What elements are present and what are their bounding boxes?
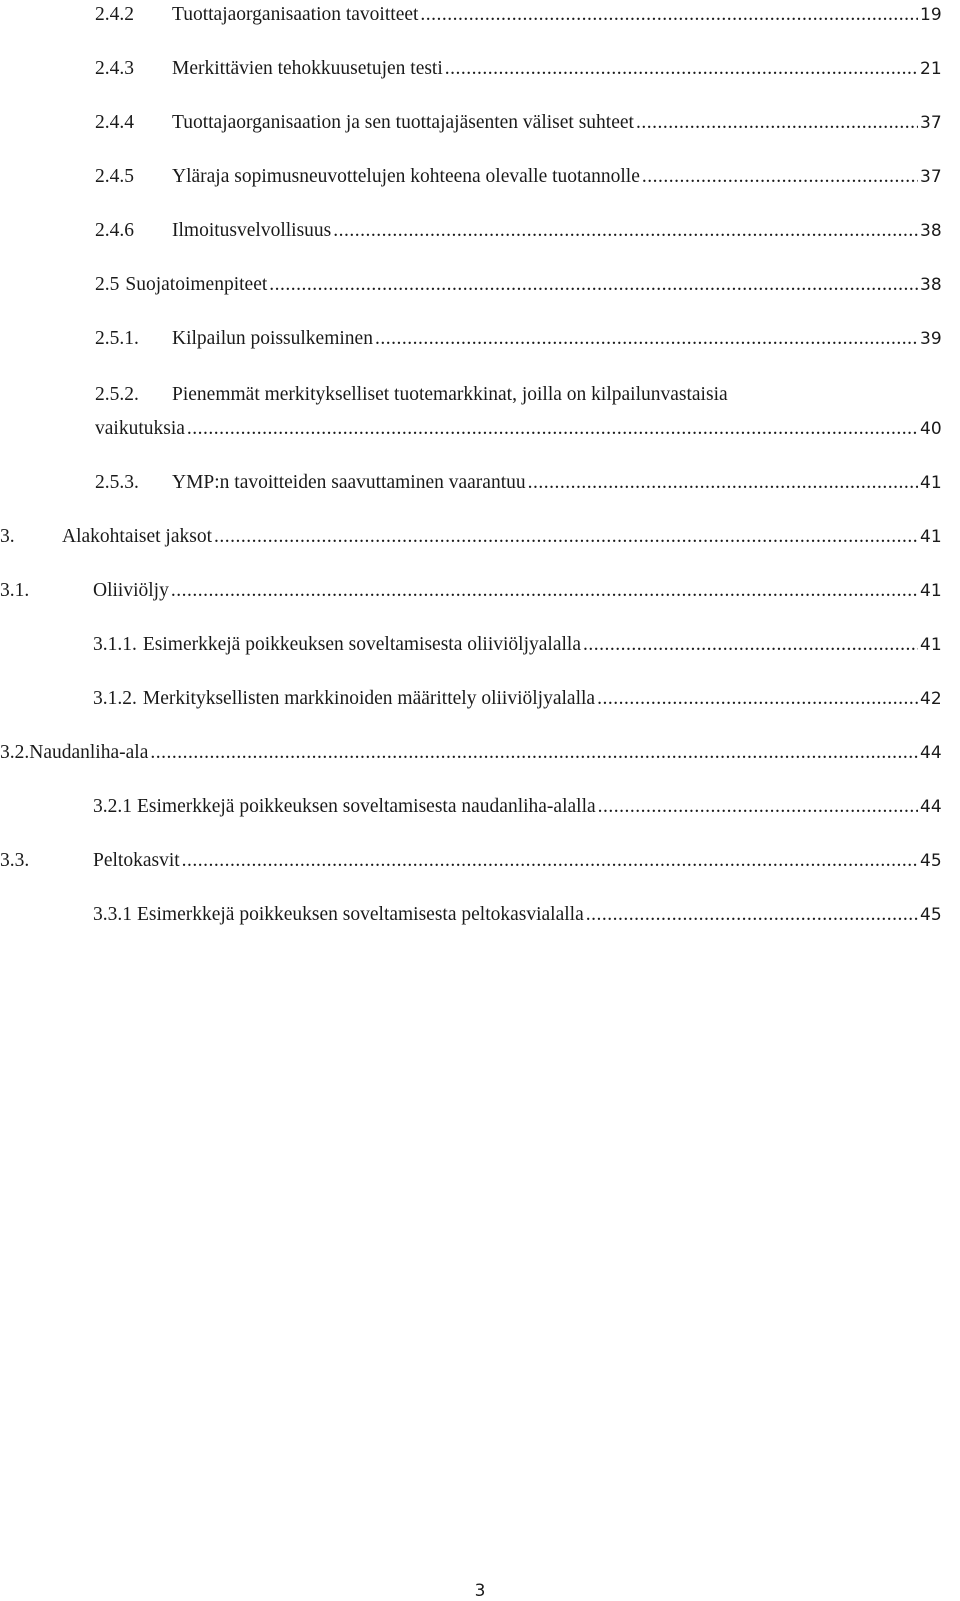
toc-entry-title: Pienemmät merkitykselliset tuotemarkkinat, joilla on kilpailunvastaisia bbox=[172, 384, 728, 405]
toc-entry-page: 37 bbox=[920, 113, 942, 133]
toc-entry-number: 2.4.3 bbox=[95, 58, 134, 79]
toc-entry-page: 19 bbox=[920, 5, 942, 25]
toc-entry[interactable] bbox=[0, 522, 960, 552]
toc-entry-page: 44 bbox=[920, 743, 942, 763]
toc-entry-title: Oliiviöljy bbox=[93, 580, 169, 601]
toc-entry-title: Alakohtaiset jaksot bbox=[62, 526, 213, 547]
toc-leader-dots bbox=[171, 579, 918, 603]
toc-entry-title: Tuottajaorganisaation ja sen tuottajajäsenten väliset suhteet bbox=[172, 112, 634, 133]
toc-leader-dots bbox=[642, 165, 918, 189]
toc-entry-page: 39 bbox=[920, 329, 942, 349]
toc-entry-number: 2.5 bbox=[95, 274, 120, 295]
toc-entry-title: Kilpailun poissulkeminen bbox=[172, 328, 373, 349]
toc-entry-number: 2.4.5 bbox=[95, 166, 134, 187]
toc-entry-page: 38 bbox=[920, 275, 942, 295]
toc-entry-page: 41 bbox=[920, 527, 942, 547]
toc-entry-title-continued: vaikutuksia bbox=[95, 418, 185, 439]
toc-leader-dots bbox=[528, 471, 918, 495]
toc-entry[interactable] bbox=[0, 468, 960, 498]
toc-entry-first-line bbox=[95, 383, 728, 407]
toc-entry-page: 41 bbox=[920, 635, 942, 655]
toc-entry-number: 3.1.2. bbox=[93, 688, 137, 709]
toc-entry-title: Tuottajaorganisaation tavoitteet bbox=[172, 4, 419, 25]
toc-entry-title: Merkittävien tehokkuusetujen testi bbox=[172, 58, 443, 79]
toc-entry-page: 41 bbox=[920, 581, 942, 601]
toc-entry[interactable] bbox=[0, 216, 960, 246]
toc-entry-page: 41 bbox=[920, 473, 942, 493]
toc-entry[interactable] bbox=[0, 738, 960, 768]
toc-entry-page: 40 bbox=[920, 419, 942, 439]
toc-entry-number: 3.1. bbox=[0, 580, 30, 601]
toc-leader-dots bbox=[420, 3, 918, 27]
toc-leader-dots bbox=[375, 327, 918, 351]
toc-entry-title: Suojatoimenpiteet bbox=[125, 274, 268, 295]
toc-entry-page: 21 bbox=[920, 59, 942, 79]
toc-leader-dots bbox=[445, 57, 918, 81]
toc-entry-title: Esimerkkejä poikkeuksen soveltamisesta oliiviöljyalalla bbox=[142, 634, 581, 655]
toc-leader-dots bbox=[214, 525, 918, 549]
toc-entry-number: 3.3. bbox=[0, 850, 30, 871]
toc-leader-dots bbox=[598, 795, 918, 819]
toc-entry-number: 2.4.4 bbox=[95, 112, 134, 133]
toc-leader-dots bbox=[182, 849, 918, 873]
toc-entry-title: Merkityksellisten markkinoiden määrittely oliiviöljyalalla bbox=[142, 688, 596, 709]
toc-leader-dots bbox=[269, 273, 918, 297]
toc-entry-title: Yläraja sopimusneuvottelujen kohteena olevalle tuotannolle bbox=[172, 166, 640, 187]
toc-entry-number: 2.5.3. bbox=[95, 472, 139, 493]
toc-entry-number: 2.4.6 bbox=[95, 220, 134, 241]
toc-entry-title: Ilmoitusvelvollisuus bbox=[172, 220, 332, 241]
toc-leader-dots bbox=[597, 687, 918, 711]
toc-entry[interactable] bbox=[0, 792, 960, 822]
toc-leader-dots bbox=[636, 111, 918, 135]
toc-entry-title: YMP:n tavoitteiden saavuttaminen vaarantuu bbox=[172, 472, 526, 493]
toc-entry-title: Peltokasvit bbox=[93, 850, 180, 871]
toc-leader-dots bbox=[150, 741, 918, 765]
toc-entry[interactable] bbox=[0, 576, 960, 606]
toc-entry[interactable] bbox=[0, 846, 960, 876]
toc-entry[interactable] bbox=[0, 162, 960, 192]
page-number: 3 bbox=[474, 1581, 486, 1601]
toc-entry-page: 42 bbox=[920, 689, 942, 709]
toc-entry-page: 38 bbox=[920, 221, 942, 241]
toc-entry[interactable] bbox=[0, 630, 960, 660]
toc-entry-page: 45 bbox=[920, 851, 942, 871]
toc-entry[interactable] bbox=[0, 324, 960, 354]
toc-entry-number: 3.1.1. bbox=[93, 634, 137, 655]
toc-leader-dots bbox=[586, 903, 918, 927]
toc-leader-dots bbox=[583, 633, 918, 657]
toc-entry[interactable] bbox=[0, 108, 960, 138]
toc-entry-number: 2.4.2 bbox=[95, 4, 134, 25]
toc-entry-number: 3.3.1 bbox=[93, 904, 132, 925]
toc-entry-title: Esimerkkejä poikkeuksen soveltamisesta naudanliha-alalla bbox=[137, 796, 596, 817]
toc-entry-page: 44 bbox=[920, 797, 942, 817]
toc-entry-number: 3. bbox=[0, 526, 15, 547]
toc-entry[interactable] bbox=[0, 270, 960, 300]
toc-leader-dots bbox=[333, 219, 918, 243]
toc-entry[interactable] bbox=[0, 900, 960, 930]
toc-entry-number: 3.2.1 bbox=[93, 796, 132, 817]
toc-entry-page: 45 bbox=[920, 905, 942, 925]
toc-entry-page: 37 bbox=[920, 167, 942, 187]
toc-entry-number: 2.5.2. bbox=[95, 384, 139, 405]
toc-entry-title: Naudanliha-ala bbox=[29, 742, 149, 763]
toc-entry-number: 2.5.1. bbox=[95, 328, 139, 349]
toc-entry[interactable] bbox=[0, 414, 960, 444]
toc-leader-dots bbox=[187, 417, 918, 441]
toc-entry[interactable] bbox=[0, 54, 960, 84]
toc-entry-title: Esimerkkejä poikkeuksen soveltamisesta peltokasvialalla bbox=[137, 904, 584, 925]
toc-entry[interactable] bbox=[0, 684, 960, 714]
toc-entry-number: 3.2. bbox=[0, 742, 30, 763]
toc-entry[interactable] bbox=[0, 0, 960, 30]
